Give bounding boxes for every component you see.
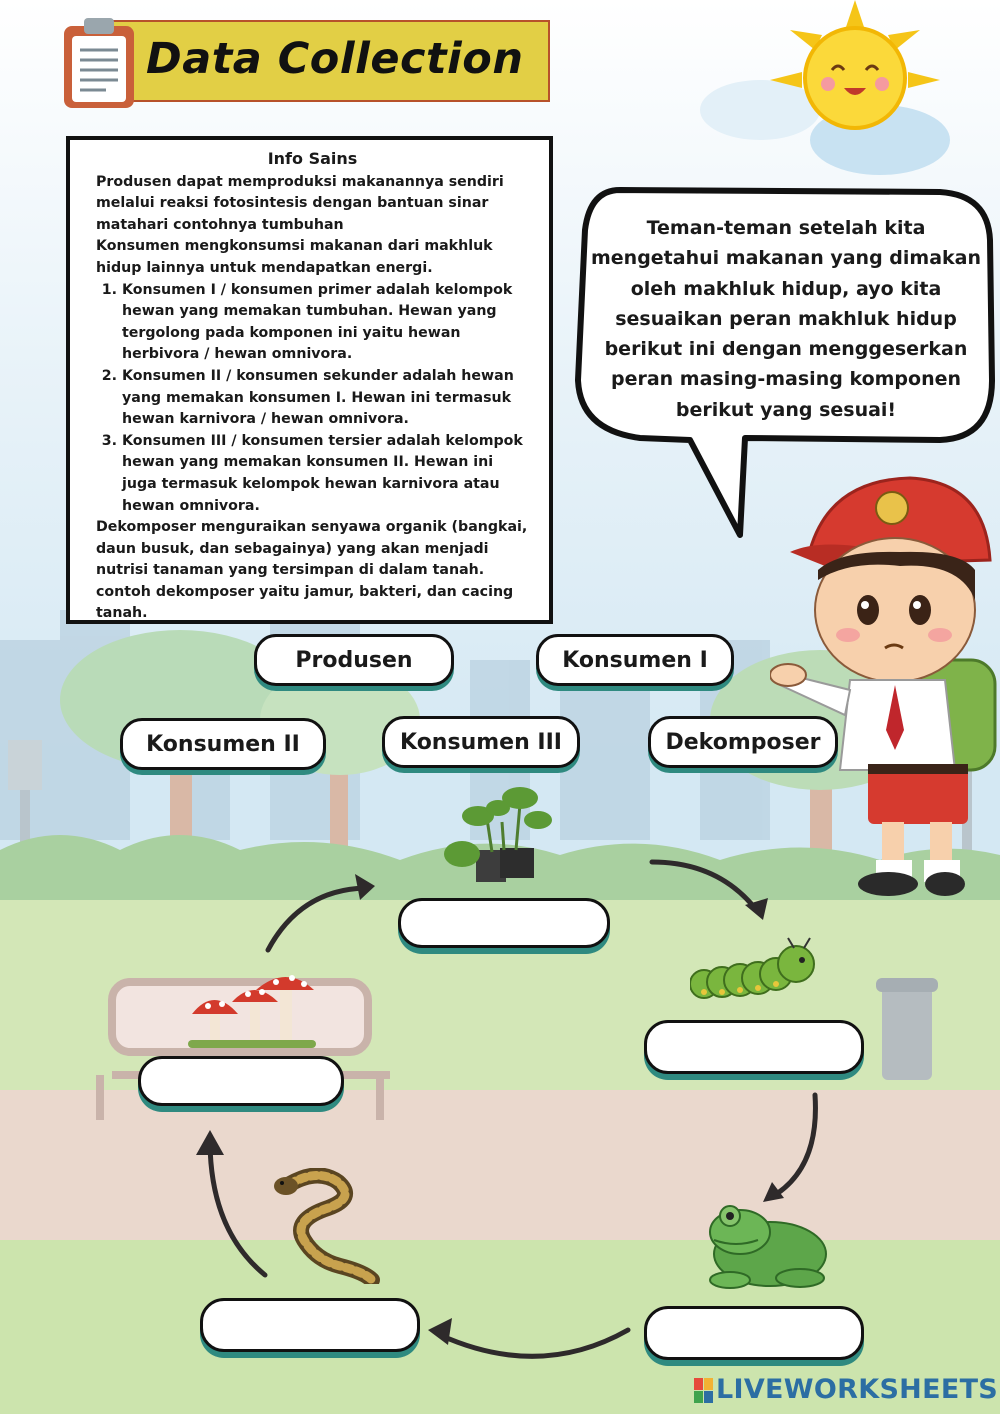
- list-item: 1. Konsumen I / konsumen primer adalah kelompok hewan yang memakan tumbuhan. Hewan yang tergolong pada komponen ini yaitu hewan herbivora / hewan omnivora.: [122, 280, 529, 366]
- label-konsumen-2[interactable]: Konsumen II: [120, 718, 326, 770]
- drop-slot-mushroom[interactable]: [138, 1056, 344, 1106]
- list-item: 2. Konsumen II / konsumen sekunder adalah hewan yang memakan konsumen I. Hewan ini termasuk hewan karnivora / hewan omnivora.: [122, 366, 529, 431]
- info-title: Info Sains: [267, 149, 358, 168]
- plant-icon: [442, 782, 554, 886]
- drop-slot-snake[interactable]: [200, 1298, 420, 1352]
- label-konsumen-3[interactable]: Konsumen III: [382, 716, 580, 768]
- liveworksheets-logo-icon: [694, 1378, 714, 1404]
- konsumen-list: [96, 280, 529, 518]
- frog-icon: [700, 1198, 832, 1290]
- info-produsen: Produsen dapat memproduksi makanannya sendiri melalui reaksi fotosintesis dengan bantuan sinar matahari contohnya tumbuhan: [96, 173, 504, 233]
- label-produsen[interactable]: Produsen: [254, 634, 454, 686]
- caterpillar-icon: [690, 936, 820, 1004]
- liveworksheets-watermark: LIVEWORKSHEETS: [716, 1374, 999, 1405]
- drop-slot-frog[interactable]: [644, 1306, 864, 1360]
- label-dekomposer[interactable]: Dekomposer: [648, 716, 838, 768]
- speech-bubble-text: Teman-teman setelah kita mengetahui makanan yang dimakan oleh makhluk hidup, ayo kita sesuaikan peran makhluk hidup berikut ini dengan menggeserkan peran masing-masing komponen berikut yang sesuai!: [590, 217, 981, 421]
- student-character: [770, 470, 1000, 900]
- drop-slot-plant[interactable]: [398, 898, 610, 948]
- page-title: Data Collection: [146, 34, 524, 84]
- info-dekomposer: Dekomposer menguraikan senyawa organik (bangkai, daun busuk, dan sebagainya) yang akan menjadi nutrisi tanaman yang tersimpan di dalam tanah. contoh dekomposer yaitu jamur, bakteri, dan cacing tanah.: [96, 519, 528, 622]
- snake-icon: [268, 1168, 380, 1284]
- sun-icon: [770, 0, 940, 150]
- info-konsumen: Konsumen mengkonsumsi makanan dari makhluk hidup lainnya untuk mendapatkan energi.: [96, 238, 493, 276]
- label-konsumen-1[interactable]: Konsumen I: [536, 634, 734, 686]
- mushroom-icon: [188, 968, 316, 1048]
- list-item: 3. Konsumen III / konsumen tersier adalah kelompok hewan yang memakan konsumen II. Hewan ini juga termasuk kelompok hewan karnivora atau hewan omnivora.: [122, 431, 529, 517]
- clipboard-icon: [62, 14, 136, 110]
- info-sains-panel: [66, 136, 553, 624]
- drop-slot-caterpillar[interactable]: [644, 1020, 864, 1074]
